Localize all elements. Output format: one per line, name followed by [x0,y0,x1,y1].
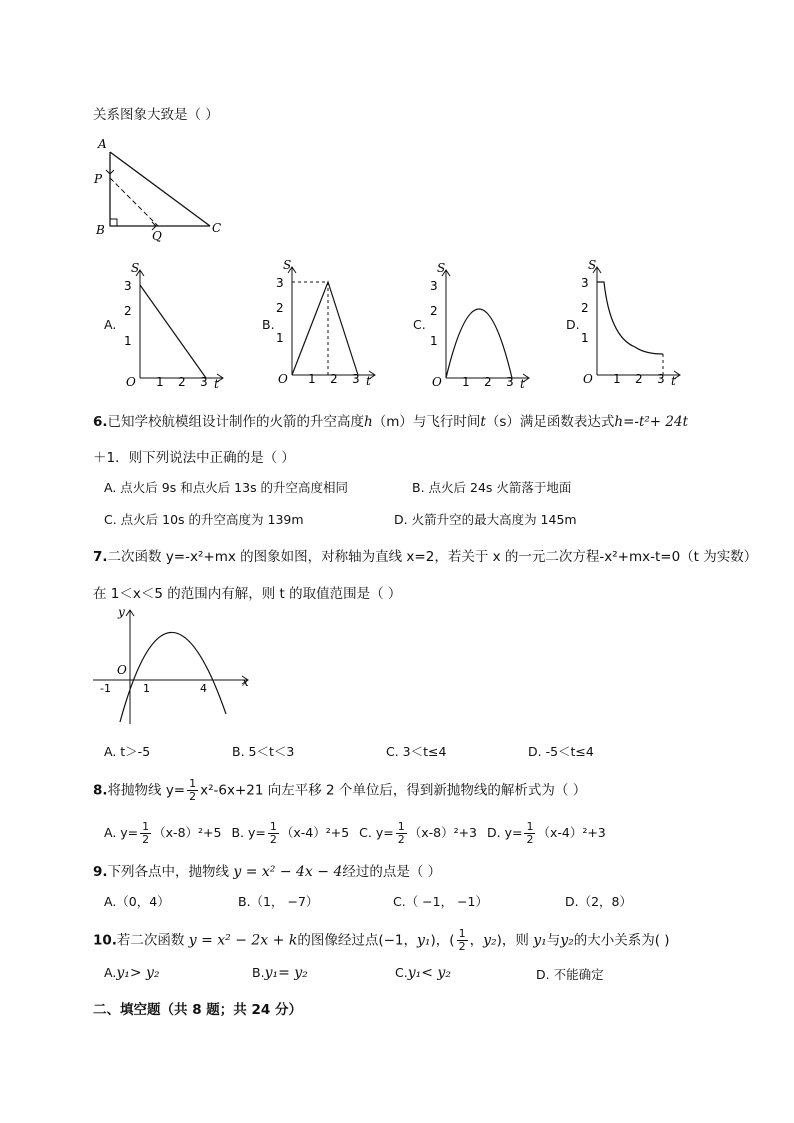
q5-option-d-label: D. [566,317,580,332]
svg-text:1: 1 [276,331,284,345]
parabola-figure [90,602,255,727]
svg-text:2: 2 [430,304,438,318]
svg-text:2: 2 [330,372,338,386]
svg-text:O: O [117,663,127,677]
svg-text:1: 1 [308,372,316,386]
svg-text:2: 2 [178,375,186,389]
q6-option-d: D. 火箭升空的最大高度为 145m [394,512,577,527]
q10-option-a: A.y₁> y₂ [104,965,160,981]
label-p: P [94,172,103,186]
svg-text:S: S [588,258,597,272]
q5-option-a-label: A. [104,317,117,332]
q7-option-c: C. 3＜t≤4 [386,744,447,759]
q5-question-tail: 关系图象大致是（ ） [93,107,219,123]
q6-option-c: C. 点火后 10s 的升空高度为 139m [104,512,304,527]
q9-option-d: D.（2，8） [565,894,633,909]
svg-text:2: 2 [581,301,589,315]
svg-text:1: 1 [581,331,589,345]
svg-text:1: 1 [462,375,470,389]
q8-option-c: C. y= $\frac{1}{2}$ （x-8）²+3 [359,820,478,846]
q9-stem: 9.下列各点中，抛物线 y = x² − 4x − 4经过的点是（ ） [93,864,442,880]
svg-text:1: 1 [430,334,438,348]
q5-option-b-label: B. [262,317,275,332]
q8-stem: 8.将抛物线 y= $\frac{1}{2}$ x²-6x+21 向左平移 2 个单位后，得到新抛物线的解析式为（ ） [93,777,587,803]
svg-text:1: 1 [613,372,621,386]
q8-option-a: A. y= $\frac{1}{2}$ （x-8）²+5 [104,820,222,846]
svg-text:t: t [214,377,219,390]
svg-text:3: 3 [124,279,132,293]
svg-text:y: y [118,605,125,619]
svg-text:3: 3 [352,372,360,386]
svg-text:2: 2 [635,372,643,386]
svg-text:x: x [242,675,249,689]
label-q: Q [152,229,162,243]
svg-text:2: 2 [484,375,492,389]
q8-options [104,821,606,846]
svg-text:3: 3 [581,276,589,290]
label-a: A [98,137,107,151]
svg-text:O: O [432,375,442,389]
triangle-figure [88,134,238,244]
q10-option-c: C.y₁< y₂ [395,965,451,981]
axis-s: S [131,261,140,275]
q9-option-b: B.（1， −7） [238,894,319,909]
q7-option-a: A. t＞-5 [104,744,151,759]
svg-text:1: 1 [143,682,150,695]
svg-text:S: S [283,258,292,272]
q7-option-b: B. 5＜t＜3 [232,744,295,759]
q10-option-d: D. 不能确定 [536,967,604,982]
q10-stem: 10.若二次函数 y = x² − 2x + k的图像经过点(−1，y₁)，( $\frac{1}{2}$ ，y₂)，则 y₁与y₂的大小关系为( ) [93,927,670,953]
graph-d [575,257,690,387]
label-c: C [212,221,222,235]
q6-stem-line1: 6.已知学校航模组设计制作的火箭的升空高度h（m）与飞行时间t（s）满足函数表达式h=-t²+ 24t [93,414,688,430]
svg-text:3: 3 [657,372,665,386]
q6-stem-line2: ＋1．则下列说法中正确的是（ ） [93,450,295,466]
svg-text:O: O [126,375,136,389]
svg-text:4: 4 [200,682,207,695]
q9-option-c: C.（ −1， −1） [393,894,489,909]
svg-text:2: 2 [124,304,132,318]
q7-option-d: D. -5＜t≤4 [528,744,594,759]
svg-text:S: S [437,261,446,275]
label-b: B [96,223,105,237]
q7-stem-line2: 在 1＜x＜5 的范围内有解，则 t 的取值范围是（ ） [93,586,402,602]
q5-option-c-label: C. [413,317,426,332]
svg-text:O: O [583,372,593,386]
graph-b [270,257,385,387]
graph-a [118,260,233,390]
svg-text:t: t [671,374,676,387]
svg-text:t: t [520,377,525,390]
svg-text:t: t [366,374,371,387]
q8-option-d: D. y= $\frac{1}{2}$ （x-4）²+3 [487,820,606,846]
svg-text:3: 3 [506,375,514,389]
section-2-heading: 二、填空题（共 8 题；共 24 分） [93,1002,302,1018]
svg-text:1: 1 [124,334,132,348]
svg-text:-1: -1 [100,682,111,695]
svg-text:3: 3 [430,279,438,293]
graph-c [424,260,539,390]
svg-text:2: 2 [276,301,284,315]
q6-option-a: A. 点火后 9s 和点火后 13s 的升空高度相同 [104,480,349,495]
svg-text:3: 3 [200,375,208,389]
q8-option-b: B. y= $\frac{1}{2}$ （x-4）²+5 [231,820,350,846]
q6-option-b: B. 点火后 24s 火箭落于地面 [412,480,572,495]
svg-text:1: 1 [156,375,164,389]
svg-text:3: 3 [276,276,284,290]
q7-stem-line1: 7.二次函数 y=-x²+mx 的图象如图，对称轴为直线 x=2，若关于 x 的一元二次方程-x²+mx-t=0（t 为实数） [93,549,758,565]
svg-text:O: O [278,372,288,386]
q9-option-a: A.（0，4） [104,894,170,909]
q10-option-b: B.y₁= y₂ [252,965,308,981]
